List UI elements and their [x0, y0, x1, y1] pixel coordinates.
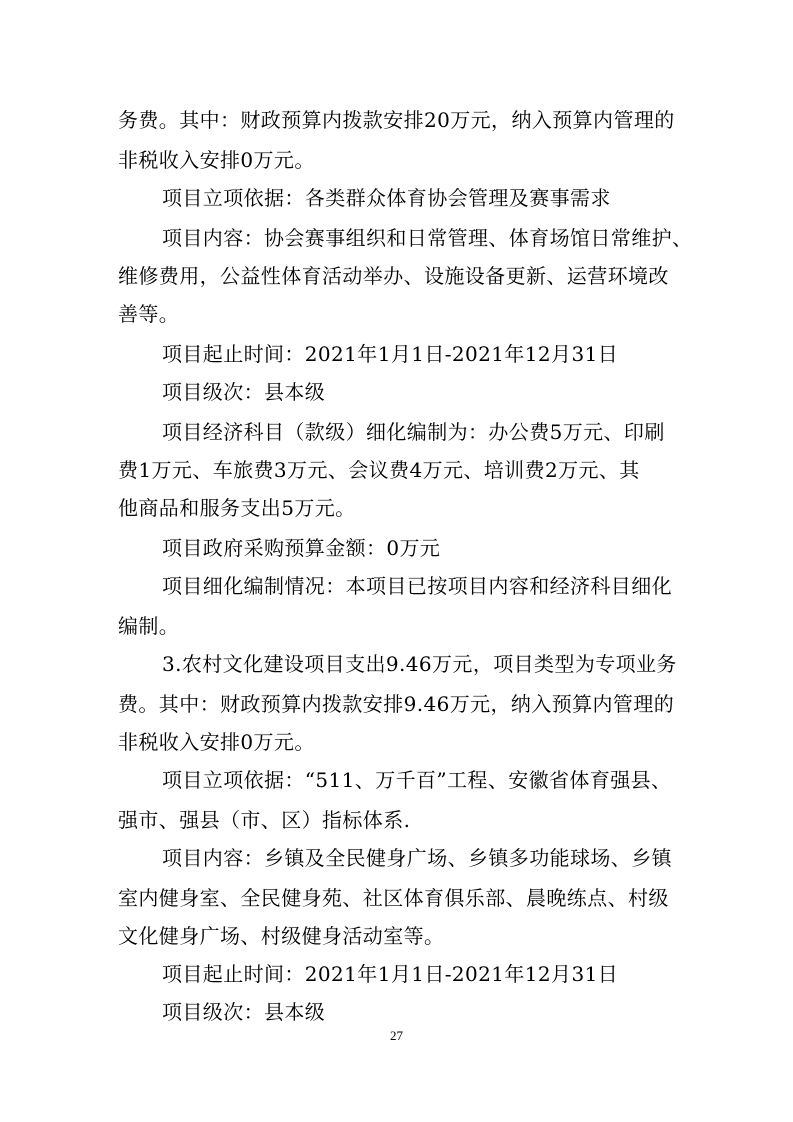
text-line: 项目起止时间：2021年1月1日-2021年12月31日	[162, 342, 619, 366]
text-line: 项目立项依据：“511、万千百”工程、安徽省体育强县、	[162, 768, 672, 792]
text-line: 项目起止时间：2021年1月1日-2021年12月31日	[162, 962, 619, 986]
text-line: 善等。	[118, 302, 180, 326]
text-line: 项目立项依据：各类群众体育协会管理及赛事需求	[162, 186, 611, 210]
text-line: 非税收入安排0万元。	[118, 148, 315, 172]
text-line: 室内健身室、全民健身苑、社区体育俱乐部、晨晚练点、村级	[118, 886, 669, 910]
text-line: 费1万元、车旅费3万元、会议费4万元、培训费2万元、其	[118, 458, 640, 482]
text-line: 项目政府采购预算金额：0万元	[162, 536, 441, 560]
text-line: 项目级次：县本级	[162, 380, 326, 404]
text-line: 项目内容：乡镇及全民健身广场、乡镇多功能球场、乡镇	[162, 846, 672, 870]
text-line: 编制。	[118, 614, 180, 638]
text-line: 文化健身广场、村级健身活动室等。	[118, 924, 445, 948]
page-number: 27	[390, 1028, 403, 1043]
text-line: 3.农村文化建设项目支出9.46万元，项目类型为专项业务	[162, 652, 677, 676]
text-line: 项目内容：协会赛事组织和日常管理、体育场馆日常维护、	[162, 226, 693, 250]
text-line: 强市、强县（市、区）指标体系.	[118, 808, 411, 832]
text-line: 他商品和服务支出5万元。	[118, 496, 356, 520]
text-line: 项目细化编制情况：本项目已按项目内容和经济科目细化	[162, 574, 672, 598]
text-line: 维修费用，公益性体育活动举办、设施设备更新、运营环境改	[118, 264, 669, 288]
text-line: 费。其中：财政预算内拨款安排9.46万元，纳入预算内管理的	[118, 692, 675, 716]
text-line: 项目经济科目（款级）细化编制为：办公费5万元、印刷	[162, 420, 665, 444]
text-line: 项目级次：县本级	[162, 1000, 326, 1024]
text-line: 务费。其中：财政预算内拨款安排20万元，纳入预算内管理的	[118, 108, 675, 132]
text-line: 非税收入安排0万元。	[118, 730, 315, 754]
